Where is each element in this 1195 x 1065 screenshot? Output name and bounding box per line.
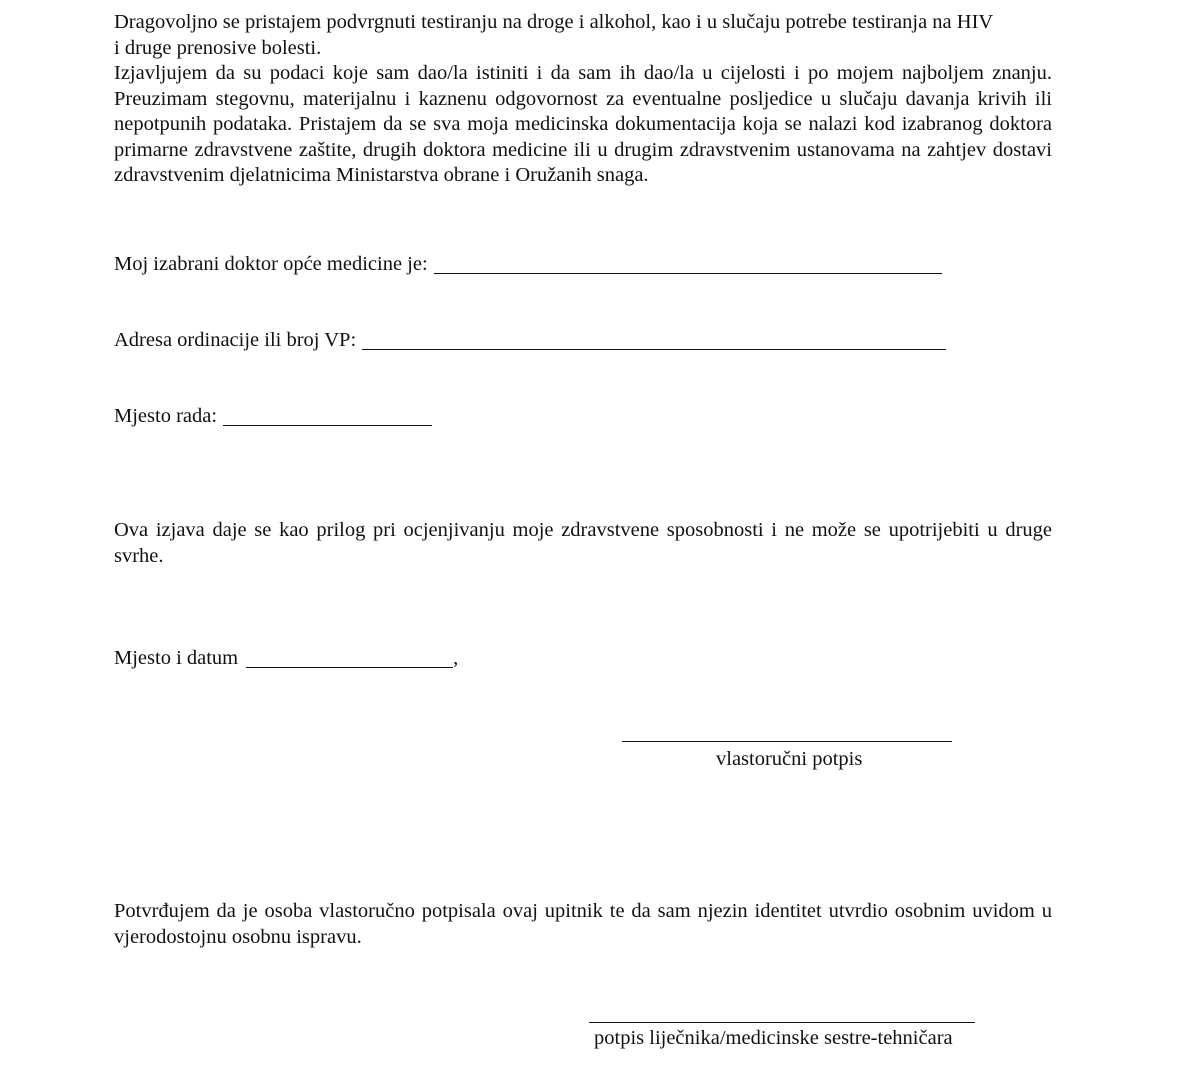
workplace-field-row (114, 402, 432, 428)
confirmation-paragraph (114, 899, 1052, 950)
purpose-paragraph (114, 518, 1052, 569)
consent-line-2: i druge prenosive bolesti. (114, 36, 322, 59)
doctor-field-input[interactable] (434, 253, 942, 274)
place-date-comma: , (453, 647, 459, 669)
address-field-input[interactable] (362, 329, 946, 350)
consent-paragraph (114, 10, 1052, 189)
address-field-row (114, 326, 946, 352)
doctor-field-label: Moj izabrani doktor opće medicine je: (114, 253, 428, 275)
doctor-field-row (114, 250, 942, 276)
place-date-input[interactable] (246, 647, 453, 668)
workplace-field-input[interactable] (223, 405, 432, 426)
signature-line[interactable] (622, 741, 952, 742)
purpose-text: Ova izjava daje se kao prilog pri ocjenjivanju moje zdravstvene sposobnosti i ne može se upotrijebiti u druge svrhe. (114, 519, 1052, 567)
confirmation-text: Potvrđujem da je osoba vlastoručno potpisala ovaj upitnik te da sam njezin identitet utvrdio osobnim uvidom u vjerodostojnu osobnu ispravu. (114, 900, 1052, 948)
consent-line-1: Dragovoljno se pristajem podvrgnuti testiranju na droge i alkohol, kao i u slučaju potrebe testiranja na HIV (114, 11, 994, 33)
place-date-label: Mjesto i datum (114, 647, 239, 669)
place-date-row (114, 644, 458, 670)
signature-label: vlastoručni potpis (716, 748, 863, 770)
address-field-label: Adresa ordinacije ili broj VP: (114, 329, 357, 351)
consent-statement: Izjavljujem da su podaci koje sam dao/la istiniti i da sam ih dao/la u cijelosti i po mojem najboljem znanju. Preuzimam stegovnu, materijalnu i kaznenu odgovornost za eventualne posljedice u slučaju davanja krivih ili nepotpunih podataka. Pristajem da se sva moja medicinska dokumentacija koja se nalazi kod izabranog doktora primarne zdravstvene zaštite, drugih doktora medicine ili u drugim zdravstvenim ustanovama na zahtjev dostavi zdravstvenim djelatnicima Ministarstva obrane i Oružanih snaga. (114, 62, 1052, 186)
workplace-field-label: Mjesto rada: (114, 405, 218, 427)
medic-signature-line[interactable] (589, 1022, 975, 1023)
medic-signature-label: potpis liječnika/medicinske sestre-tehničara (594, 1027, 953, 1049)
